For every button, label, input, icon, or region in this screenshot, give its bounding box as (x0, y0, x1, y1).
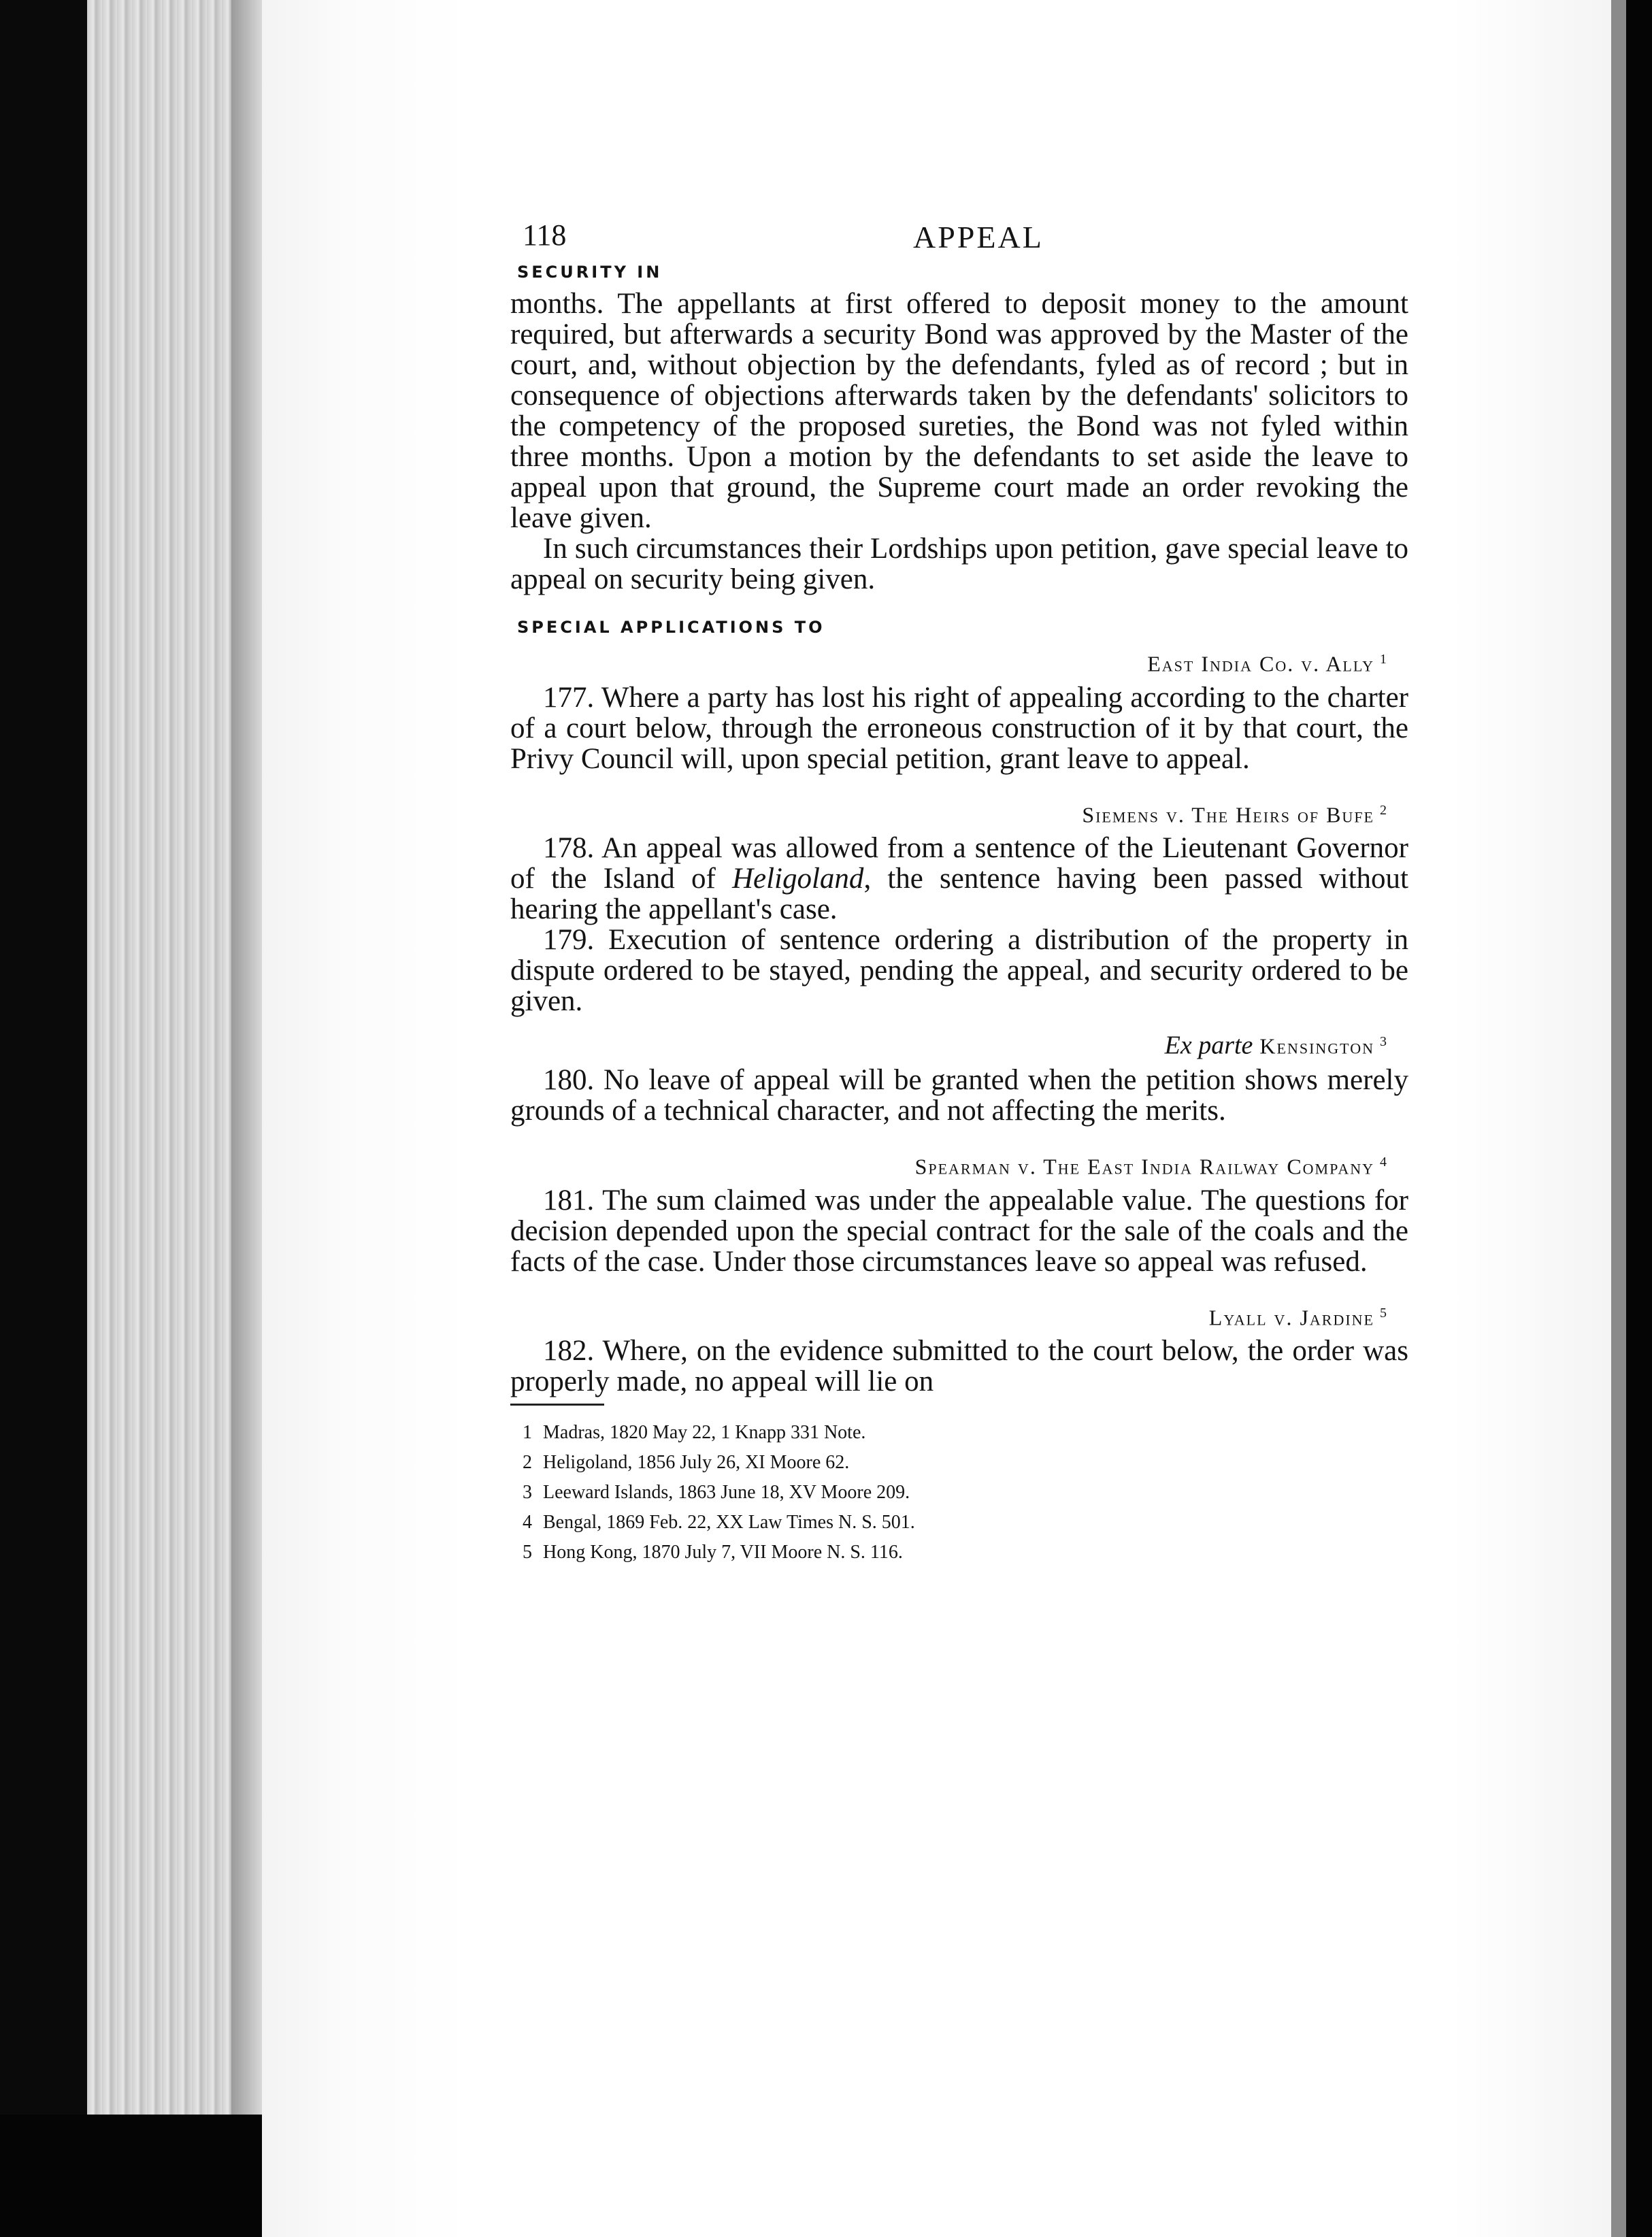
paragraph-178-end: , the sentence having been passed without hearing the appellant's case. (510, 863, 1408, 926)
footnote-text: Bengal, 1869 Feb. 22, XX Law Times N. S. 501. (543, 1512, 915, 1534)
case-prefix: Ex parte (1164, 1031, 1253, 1060)
case-title (510, 1146, 1388, 1182)
footnote (523, 1478, 1408, 1508)
footnote-ref: 5 (1380, 1305, 1388, 1321)
place-name: Heligoland (731, 863, 864, 895)
side-heading-special-applications: SPECIAL APPLICATIONS TO (517, 618, 825, 637)
case-title (510, 644, 1388, 680)
paragraph-179: 179. Execution of sentence ordering a distribution of the property in dispute ordered to be stayed, pending the appeal, and security ordered to be given. (510, 924, 1408, 1018)
footnote (523, 1418, 1408, 1448)
paragraph-182: 182. Where, on the evidence submitted to the court below, the order was properly made, no appeal will lie on (510, 1335, 1408, 1398)
paragraph-177: 177. Where a party has lost his right of appealing according to the charter of a court below, through the erroneous construction of it by that court, the Privy Council will, upon special petition, grant leave to appeal. (510, 681, 1408, 775)
gutter-shadow (231, 0, 262, 2237)
scan-left-border (0, 0, 87, 2237)
case-title (510, 795, 1388, 831)
scan-right-border (1611, 0, 1652, 2237)
paragraph-special-leave: In such circumstances their Lordships upon petition, gave special leave to appeal on security being given. (510, 533, 1408, 595)
footnote-rule (510, 1404, 604, 1406)
footnote (523, 1448, 1408, 1478)
case-name: Siemens v. The Heirs of Bufe (1082, 802, 1374, 827)
footnote-text: Hong Kong, 1870 July 7, VII Moore N. S. 116. (543, 1542, 903, 1563)
footnote-ref: 3 (1380, 1034, 1388, 1050)
footnote-number: 1 (523, 1422, 532, 1444)
footnote-number: 2 (523, 1452, 532, 1474)
footnotes (523, 1418, 1408, 1568)
page-content (510, 204, 1408, 1568)
footnote-ref: 1 (1380, 652, 1388, 667)
case-name: Kensington (1259, 1033, 1374, 1059)
scan-bottom-border (0, 2115, 262, 2237)
footnote (523, 1508, 1408, 1538)
footnote-number: 4 (523, 1512, 532, 1534)
case-title (510, 1297, 1388, 1333)
paragraph-security-bond: months. The appellants at first offered to deposit money to the amount required, but afterwards a security Bond was approved by the Master of the court, and, without objection by the defendants, fyled as of record ; but in consequence of objections afterwards taken by the defendants' solicitors to the competency of the proposed sureties, the Bond was not fyled within three months. Upon a motion by the defendants to set aside the leave to appeal upon that ground, the Supreme court made an order revoking the leave given. (510, 288, 1408, 534)
footnote-number: 5 (523, 1542, 532, 1563)
footnote (523, 1538, 1408, 1568)
case-name: Lyall v. Jardine (1208, 1305, 1374, 1330)
footnote-text: Heligoland, 1856 July 26, XI Moore 62. (543, 1452, 850, 1474)
footnote-ref: 2 (1380, 802, 1388, 818)
case-name: Spearman v. The East India Railway Company (914, 1154, 1374, 1179)
page-number: 118 (523, 218, 567, 252)
paragraph-178 (510, 833, 1408, 925)
footnote-text: Leeward Islands, 1863 June 18, XV Moore 209. (543, 1482, 910, 1504)
paragraph-180: 180. No leave of appeal will be granted when the petition shows merely grounds of a technical character, and not affecting the merits. (510, 1063, 1408, 1127)
footnote-number: 3 (523, 1482, 532, 1504)
paragraph-181: 181. The sum claimed was under the appealable value. The questions for decision depended upon the special contract for the sale of the coals and the facts of the case. Under those circumstances leave so appeal was refused. (510, 1184, 1408, 1278)
running-head (510, 204, 1408, 259)
case-title (510, 1026, 1388, 1062)
footnote-ref: 4 (1380, 1154, 1388, 1170)
case-name: East India Co. v. Ally (1147, 651, 1374, 676)
paragraph-178-start: 178. An appeal was allowed from a sentence of the Lieutenant Governor of the Island of (510, 832, 1408, 895)
side-heading-security: SECURITY IN (517, 263, 663, 282)
footnote-text: Madras, 1820 May 22, 1 Knapp 331 Note. (543, 1422, 866, 1444)
running-title: APPEAL (913, 220, 1044, 254)
